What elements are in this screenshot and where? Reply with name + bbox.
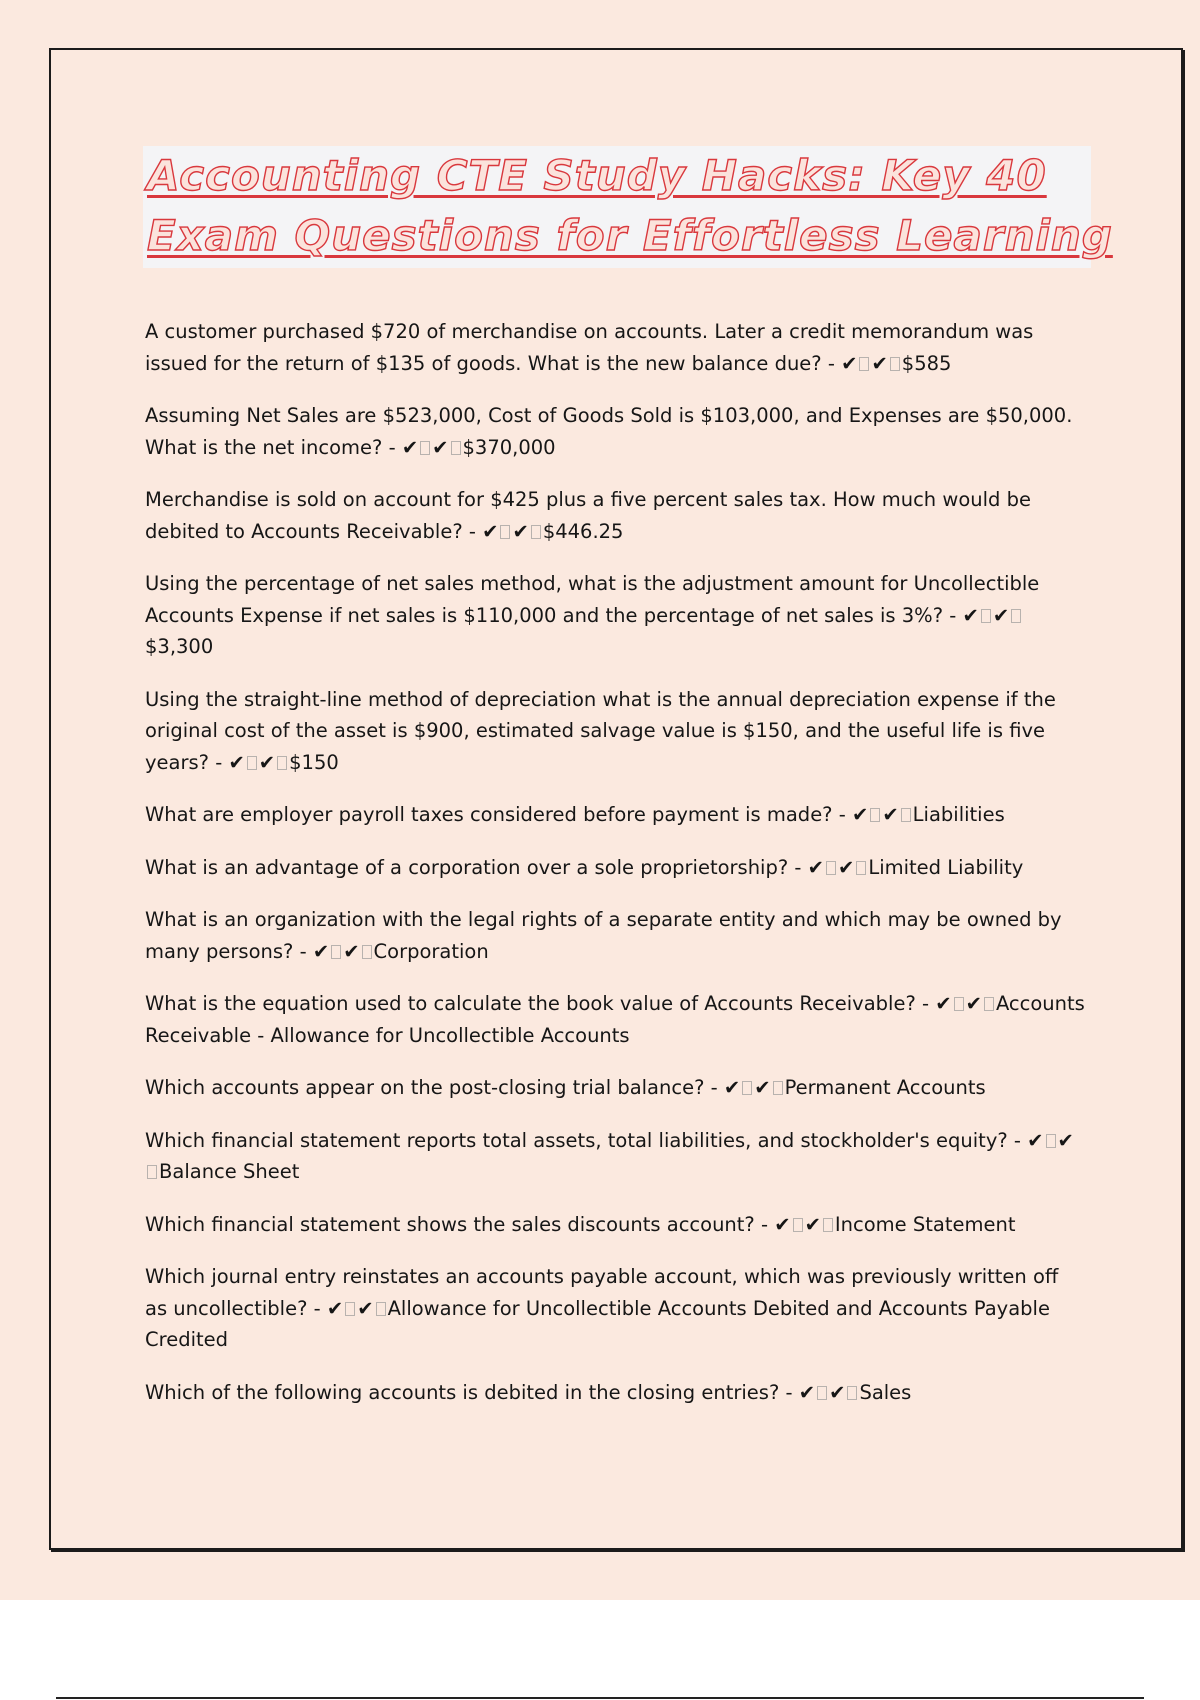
placeholder-box-icon [859, 357, 869, 371]
check-mark-icon: ✔ [882, 803, 899, 826]
separator: - [779, 1380, 799, 1404]
placeholder-box-icon [500, 525, 510, 539]
placeholder-box-icon [247, 756, 257, 770]
check-mark-icon: ✔ [1057, 1128, 1074, 1152]
check-mark-icon: ✔ [841, 351, 858, 375]
list-item [145, 904, 1085, 967]
check-mark-icon: ✔ [723, 1076, 741, 1099]
list-item [145, 1125, 1085, 1188]
check-mark-icon: ✔ [228, 750, 245, 774]
separator: - [382, 435, 402, 459]
answer-text: Accounts Receivable - Allowance for Uncollectible Accounts [145, 992, 1085, 1047]
separator: - [788, 855, 808, 879]
check-mark-icon: ✔ [312, 939, 330, 963]
list-item [145, 1261, 1085, 1356]
list-item [145, 316, 1085, 379]
question-text: What are employer payroll taxes considered before payment is made? [145, 803, 833, 826]
placeholder-box-icon [984, 997, 994, 1011]
answer-text: Balance Sheet [159, 1160, 300, 1183]
placeholder-box-icon [362, 945, 372, 959]
question-text: A customer purchased $720 of merchandise on accounts. Later a credit memorandum was issued for the return of $135 of goods. What is the new balance due? [145, 320, 1034, 375]
answer-text: $585 [901, 351, 952, 375]
check-mark-icon: ✔ [432, 435, 449, 459]
separator: - [462, 519, 483, 543]
check-mark-icon: ✔ [482, 519, 499, 543]
answer-text: Liabilities [912, 803, 1005, 826]
question-text: Using the straight-line method of depreciation what is the annual depreciation expense if the original cost of the asset is $900, estimated salvage value is $150, and the useful life is five years? [145, 687, 1056, 774]
list-item [145, 1209, 1085, 1241]
list-item [145, 852, 1085, 884]
separator: - [915, 992, 936, 1015]
answer-text: $370,000 [462, 435, 556, 459]
check-mark-icon: ✔ [754, 1076, 771, 1099]
check-mark-icon: ✔ [992, 603, 1010, 627]
question-text: What is an advantage of a corporation over a sole proprietorship? [145, 855, 789, 879]
placeholder-box-icon [981, 609, 991, 623]
placeholder-box-icon [890, 357, 900, 371]
placeholder-box-icon [826, 861, 836, 875]
placeholder-box-icon [870, 808, 880, 822]
question-text: Using the percentage of net sales method, what is the adjustment amount for Uncollectible Accounts Expense if net sales is $110,000 and the percentage of net sales is 3%? [145, 572, 1040, 627]
title-line-1: Accounting CTE Study Hacks: Key 40 [147, 151, 1047, 200]
check-mark-icon: ✔ [804, 1212, 821, 1236]
answer-text: Income Statement [834, 1212, 1016, 1236]
question-text: Which financial statement reports total assets, total liabilities, and stockholder's equity? [145, 1128, 1008, 1152]
placeholder-box-icon [277, 756, 287, 770]
question-text: What is an organization with the legal rights of a separate entity and which may be owned by many persons? [145, 908, 1062, 963]
separator: - [943, 603, 963, 627]
placeholder-box-icon [817, 1386, 827, 1400]
question-text: Which of the following accounts is debited in the closing entries? [145, 1380, 780, 1404]
list-item [145, 988, 1085, 1051]
check-mark-icon: ✔ [1027, 1128, 1044, 1152]
placeholder-box-icon [420, 441, 430, 455]
list-item [145, 684, 1085, 779]
answer-text: $3,300 [145, 635, 214, 658]
check-mark-icon: ✔ [871, 351, 888, 375]
separator: - [704, 1076, 724, 1099]
question-list [145, 316, 1085, 1429]
check-mark-icon: ✔ [798, 1380, 816, 1404]
question-text: Which financial statement shows the sales discounts account? [145, 1212, 755, 1236]
separator: - [209, 750, 229, 774]
title-line-2: Exam Questions for Effortless Learning [147, 211, 1113, 260]
placeholder-box-icon [331, 945, 341, 959]
check-mark-icon: ✔ [851, 803, 869, 826]
check-mark-icon: ✔ [807, 855, 824, 879]
title-banner [143, 146, 1113, 268]
placeholder-box-icon [451, 441, 461, 455]
placeholder-box-icon [1011, 609, 1021, 623]
check-mark-icon: ✔ [837, 855, 855, 879]
list-item [145, 799, 1085, 831]
separator: - [1007, 1128, 1028, 1152]
check-mark-icon: ✔ [829, 1380, 846, 1404]
question-text: Which accounts appear on the post-closing trial balance? [145, 1076, 705, 1099]
list-item [145, 400, 1085, 463]
check-mark-icon: ✔ [401, 435, 419, 459]
question-text: Which journal entry reinstates an accounts payable account, which was previously written off as uncollectible? [145, 1265, 1059, 1320]
placeholder-box-icon [742, 1081, 752, 1095]
placeholder-box-icon [856, 861, 866, 875]
check-mark-icon: ✔ [357, 1296, 374, 1320]
question-text: Assuming Net Sales are $523,000, Cost of Goods Sold is $103,000, and Expenses are $50,000. What is the net income? [145, 404, 1073, 459]
placeholder-box-icon [376, 1302, 386, 1316]
answer-text: $150 [289, 750, 339, 774]
answer-text: $446.25 [542, 519, 624, 543]
answer-text: Corporation [373, 939, 489, 963]
check-mark-icon: ✔ [962, 603, 979, 627]
check-mark-icon: ✔ [343, 939, 360, 963]
separator: - [821, 351, 842, 375]
placeholder-box-icon [954, 997, 964, 1011]
question-text: What is the equation used to calculate the book value of Accounts Receivable? [145, 992, 916, 1015]
check-mark-icon: ✔ [326, 1296, 344, 1320]
placeholder-box-icon [1046, 1134, 1056, 1148]
list-item [145, 1377, 1085, 1409]
list-item [145, 484, 1085, 547]
check-mark-icon: ✔ [935, 992, 952, 1015]
bottom-divider [56, 1697, 1144, 1699]
placeholder-box-icon [901, 808, 911, 822]
placeholder-box-icon [345, 1302, 355, 1316]
answer-text: Permanent Accounts [784, 1076, 986, 1099]
answer-text: Limited Liability [868, 855, 1024, 879]
question-text: Merchandise is sold on account for $425 plus a five percent sales tax. How much would be debited to Accounts Receivable? [145, 488, 1031, 543]
placeholder-box-icon [793, 1218, 803, 1232]
separator: - [754, 1212, 775, 1236]
answer-text: Allowance for Uncollectible Accounts Debited and Accounts Payable Credited [145, 1296, 1050, 1351]
list-item [145, 1072, 1085, 1104]
placeholder-box-icon [531, 525, 541, 539]
placeholder-box-icon [823, 1218, 833, 1232]
separator: - [832, 803, 852, 826]
separator: - [293, 939, 313, 963]
separator: - [307, 1296, 327, 1320]
check-mark-icon: ✔ [965, 992, 982, 1015]
placeholder-box-icon [847, 1386, 857, 1400]
placeholder-box-icon [773, 1081, 783, 1095]
check-mark-icon: ✔ [774, 1212, 791, 1236]
check-mark-icon: ✔ [512, 519, 529, 543]
check-mark-icon: ✔ [258, 750, 276, 774]
answer-text: Sales [859, 1380, 912, 1404]
list-item [145, 568, 1085, 663]
placeholder-box-icon [147, 1165, 157, 1179]
